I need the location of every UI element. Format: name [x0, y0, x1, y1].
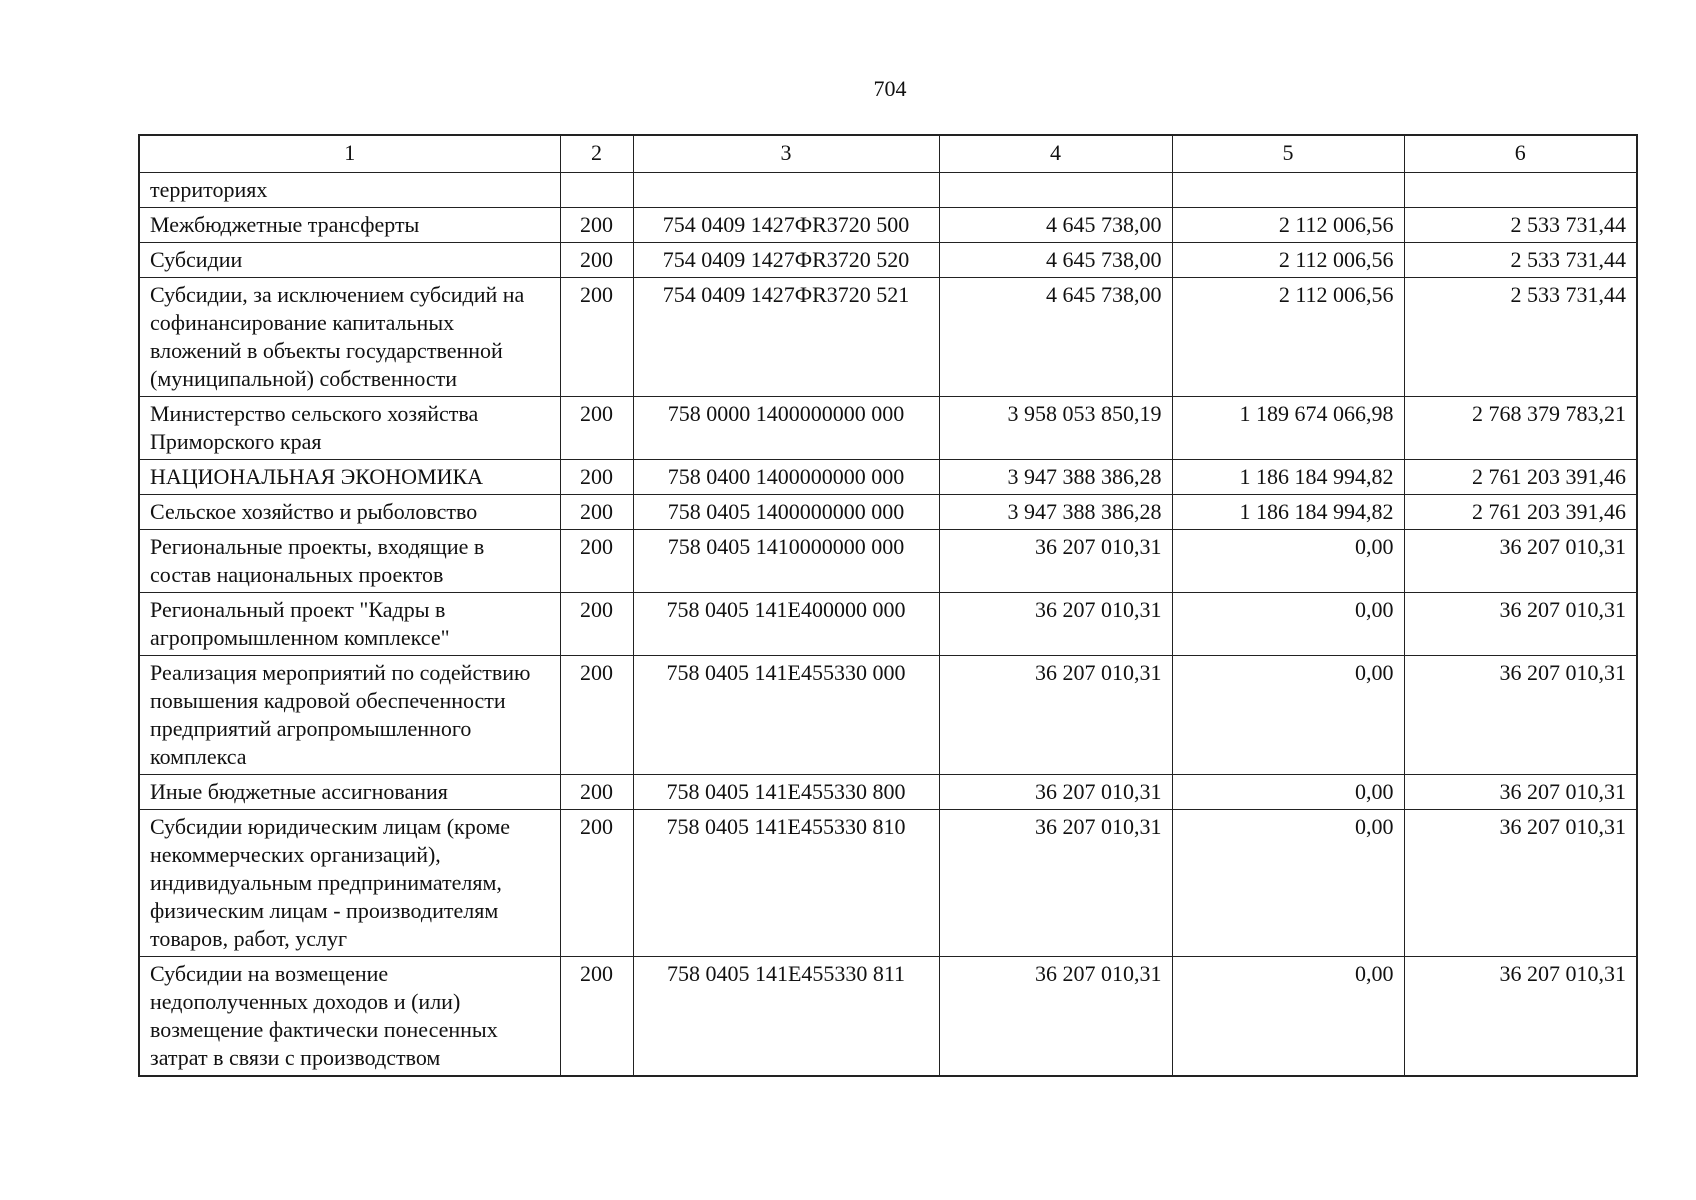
row-code-admin: 200: [560, 957, 633, 1077]
row-code-admin: 200: [560, 810, 633, 957]
row-name: Министерство сельского хозяйства Приморского края: [139, 397, 560, 460]
row-value-5: [1172, 173, 1404, 208]
row-value-6: 36 207 010,31: [1404, 775, 1637, 810]
row-value-4: 36 207 010,31: [939, 656, 1172, 775]
column-header: 2: [560, 135, 633, 173]
row-classification-code: 758 0405 141E455330 000: [633, 656, 939, 775]
row-value-5: 1 186 184 994,82: [1172, 495, 1404, 530]
table-row: [139, 460, 1637, 495]
row-value-4: 3 947 388 386,28: [939, 495, 1172, 530]
table-row: [139, 656, 1637, 775]
row-value-6: [1404, 173, 1637, 208]
row-value-6: 36 207 010,31: [1404, 656, 1637, 775]
row-value-5: 1 186 184 994,82: [1172, 460, 1404, 495]
row-classification-code: 758 0000 1400000000 000: [633, 397, 939, 460]
row-value-6: 2 533 731,44: [1404, 243, 1637, 278]
row-code-admin: 200: [560, 656, 633, 775]
row-value-4: [939, 173, 1172, 208]
table-row: [139, 173, 1637, 208]
row-value-4: 36 207 010,31: [939, 530, 1172, 593]
row-value-5: 0,00: [1172, 593, 1404, 656]
row-code-admin: 200: [560, 460, 633, 495]
row-value-4: 4 645 738,00: [939, 278, 1172, 397]
row-name: Иные бюджетные ассигнования: [139, 775, 560, 810]
row-value-5: 2 112 006,56: [1172, 278, 1404, 397]
row-value-5: 1 189 674 066,98: [1172, 397, 1404, 460]
table-row: [139, 593, 1637, 656]
row-name: Субсидии: [139, 243, 560, 278]
row-classification-code: 754 0409 1427ФR3720 520: [633, 243, 939, 278]
table-row: [139, 495, 1637, 530]
row-code-admin: 200: [560, 775, 633, 810]
row-classification-code: 754 0409 1427ФR3720 521: [633, 278, 939, 397]
row-value-6: 36 207 010,31: [1404, 593, 1637, 656]
row-code-admin: 200: [560, 208, 633, 243]
table-row: [139, 810, 1637, 957]
row-value-6: 36 207 010,31: [1404, 810, 1637, 957]
row-value-5: 0,00: [1172, 530, 1404, 593]
row-value-6: 2 533 731,44: [1404, 278, 1637, 397]
row-code-admin: 200: [560, 530, 633, 593]
table-row: [139, 957, 1637, 1077]
row-value-6: 2 761 203 391,46: [1404, 460, 1637, 495]
row-value-6: 2 761 203 391,46: [1404, 495, 1637, 530]
row-name: Субсидии, за исключением субсидий на софинансирование капитальных вложений в объекты государственной (муниципальной) собственности: [139, 278, 560, 397]
column-header: 1: [139, 135, 560, 173]
row-value-4: 36 207 010,31: [939, 775, 1172, 810]
row-name: Межбюджетные трансферты: [139, 208, 560, 243]
row-classification-code: 758 0400 1400000000 000: [633, 460, 939, 495]
row-value-4: 4 645 738,00: [939, 208, 1172, 243]
row-classification-code: 758 0405 141E455330 810: [633, 810, 939, 957]
column-header: 6: [1404, 135, 1637, 173]
row-name: Региональные проекты, входящие в состав национальных проектов: [139, 530, 560, 593]
row-code-admin: 200: [560, 593, 633, 656]
page-number: 704: [873, 76, 907, 101]
row-value-5: 2 112 006,56: [1172, 208, 1404, 243]
row-value-4: 36 207 010,31: [939, 810, 1172, 957]
row-code-admin: 200: [560, 278, 633, 397]
row-code-admin: 200: [560, 243, 633, 278]
table-header-row: [139, 135, 1637, 173]
row-value-6: 2 533 731,44: [1404, 208, 1637, 243]
row-value-4: 3 947 388 386,28: [939, 460, 1172, 495]
table-row: [139, 397, 1637, 460]
row-value-5: 0,00: [1172, 810, 1404, 957]
row-classification-code: [633, 173, 939, 208]
row-value-4: 4 645 738,00: [939, 243, 1172, 278]
budget-table: [138, 134, 1638, 1077]
row-classification-code: 758 0405 141E400000 000: [633, 593, 939, 656]
table-row: [139, 278, 1637, 397]
table-row: [139, 208, 1637, 243]
row-value-4: 3 958 053 850,19: [939, 397, 1172, 460]
row-classification-code: 758 0405 1410000000 000: [633, 530, 939, 593]
table-row: [139, 243, 1637, 278]
row-value-6: 36 207 010,31: [1404, 957, 1637, 1077]
row-value-5: 0,00: [1172, 957, 1404, 1077]
row-value-5: 0,00: [1172, 656, 1404, 775]
row-code-admin: 200: [560, 495, 633, 530]
row-value-5: 2 112 006,56: [1172, 243, 1404, 278]
table-row: [139, 530, 1637, 593]
table-row: [139, 775, 1637, 810]
row-name: НАЦИОНАЛЬНАЯ ЭКОНОМИКА: [139, 460, 560, 495]
column-header: 5: [1172, 135, 1404, 173]
row-value-4: 36 207 010,31: [939, 593, 1172, 656]
row-name: территориях: [139, 173, 560, 208]
row-classification-code: 758 0405 1400000000 000: [633, 495, 939, 530]
row-name: Региональный проект "Кадры в агропромышленном комплексе": [139, 593, 560, 656]
row-classification-code: 758 0405 141E455330 811: [633, 957, 939, 1077]
row-code-admin: [560, 173, 633, 208]
row-value-5: 0,00: [1172, 775, 1404, 810]
row-name: Субсидии юридическим лицам (кроме некоммерческих организаций), индивидуальным предпринимателям, физическим лицам - производителям товаров, работ, услуг: [139, 810, 560, 957]
column-header: 4: [939, 135, 1172, 173]
row-value-6: 36 207 010,31: [1404, 530, 1637, 593]
row-value-6: 2 768 379 783,21: [1404, 397, 1637, 460]
row-name: Сельское хозяйство и рыболовство: [139, 495, 560, 530]
row-classification-code: 758 0405 141E455330 800: [633, 775, 939, 810]
row-name: Субсидии на возмещение недополученных доходов и (или) возмещение фактически понесенных затрат в связи с производством: [139, 957, 560, 1077]
column-header: 3: [633, 135, 939, 173]
row-code-admin: 200: [560, 397, 633, 460]
row-value-4: 36 207 010,31: [939, 957, 1172, 1077]
row-classification-code: 754 0409 1427ФR3720 500: [633, 208, 939, 243]
row-name: Реализация мероприятий по содействию повышения кадровой обеспеченности предприятий агропромышленного комплекса: [139, 656, 560, 775]
